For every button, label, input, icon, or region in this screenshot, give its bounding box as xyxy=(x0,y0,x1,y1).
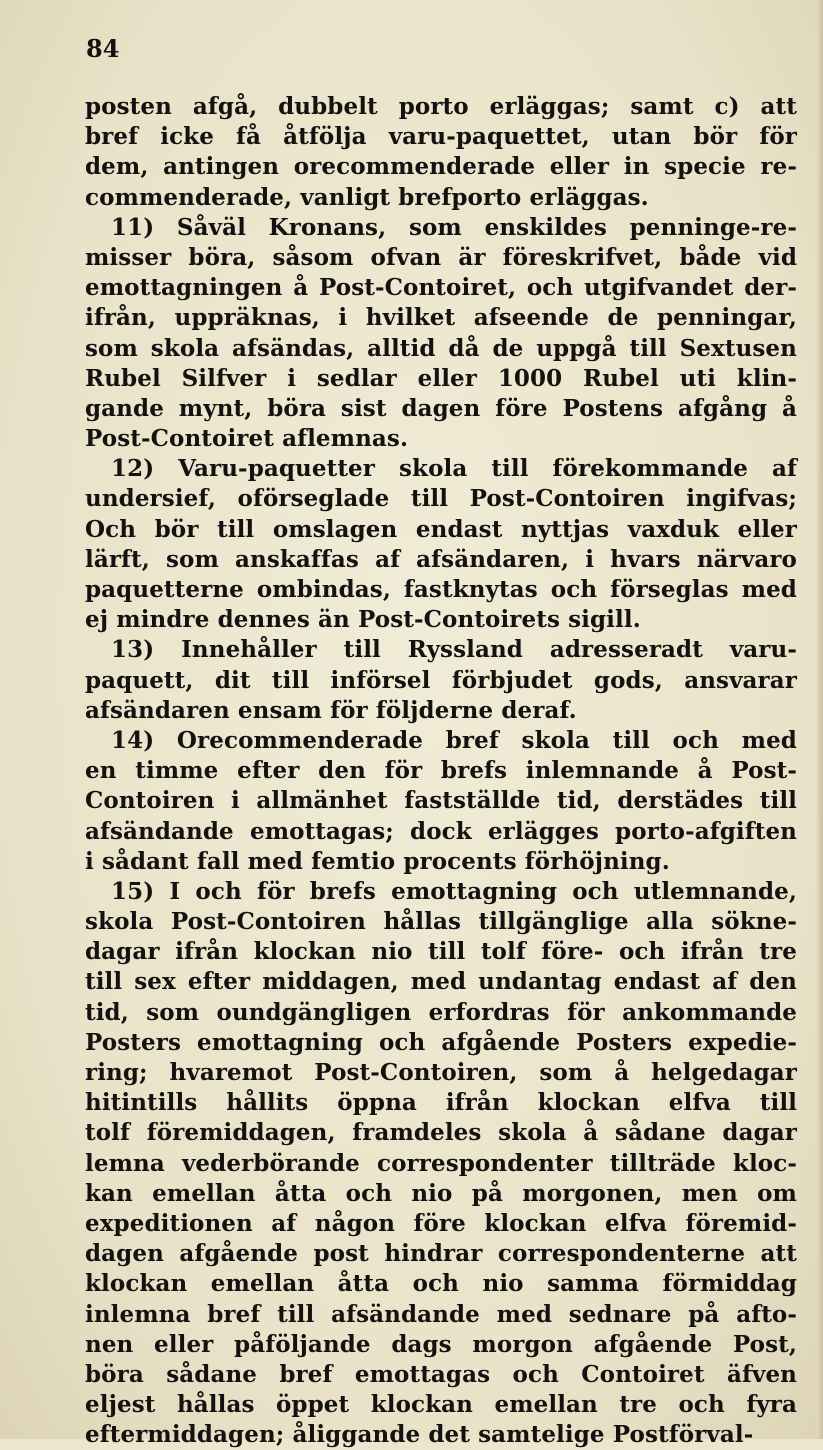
text-line: dagen afgående post hindrar correspondenterne att xyxy=(85,1240,797,1268)
text-line: Och bör till omslagen endast nyttjas vaxduk eller xyxy=(85,515,797,543)
text-line: eftermiddagen; åliggande det samtelige Postförval- xyxy=(85,1421,754,1449)
text-line: afsändande emottagas; dock erlägges porto-afgiften xyxy=(85,817,797,845)
text-line: paquetterne ombindas, fastknytas och förseglas med xyxy=(85,576,797,603)
text-line: till sex efter middagen, med undantag endast af den xyxy=(85,968,797,996)
text-line: 12) Varu-paquetter skola till förekommande af xyxy=(111,455,797,483)
text-line: undersief, oförseglade till Post-Contoiren ingifvas; xyxy=(85,485,797,513)
text-line: hitintills hållits öppna ifrån klockan elfva till xyxy=(85,1089,797,1117)
text-line: skola Post-Contoiren hållas tillgänglige alla sökne- xyxy=(85,908,797,936)
text-line: Posters emottagning och afgående Posters expedie- xyxy=(85,1028,797,1056)
text-line: tid, som oundgängligen erfordras för ankommande xyxy=(85,998,797,1026)
text-line: misser böra, såsom ofvan är föreskrifvet, både vid xyxy=(85,243,797,271)
text-line: paquett, dit till införsel förbjudet gods, ansvarar xyxy=(85,666,797,694)
text-line: afsändaren ensam för följderne deraf. xyxy=(85,696,577,724)
text-line: Contoiren i allmänhet fastställde tid, derstädes till xyxy=(85,787,797,815)
text-line: som skola afsändas, alltid då de uppgå till Sextusen xyxy=(85,334,797,362)
page-edge-shadow xyxy=(817,0,823,1439)
text-line: klockan emellan åtta och nio samma förmiddag xyxy=(85,1270,797,1298)
text-line: expeditionen af någon före klockan elfva föremid- xyxy=(85,1209,797,1237)
text-line: böra sådane bref emottagas och Contoiret äfven xyxy=(85,1360,797,1388)
text-line: tolf föremiddagen, framdeles skola å sådane dagar xyxy=(85,1119,797,1147)
text-line: 14) Orecommenderade bref skola till och med xyxy=(111,726,797,754)
text-line: posten afgå, dubbelt porto erläggas; samt c) att xyxy=(85,93,797,120)
text-line: nen eller påföljande dags morgon afgående Post, xyxy=(85,1330,797,1358)
text-line: gande mynt, böra sist dagen före Postens afgång å xyxy=(85,394,797,422)
text-line: lemna vederbörande correspondenter tillträde kloc- xyxy=(85,1149,797,1177)
text-line: en timme efter den för brefs inlemnande å Post- xyxy=(85,757,797,785)
text-line: 15) I och för brefs emottagning och utlemnande, xyxy=(111,877,797,905)
text-line: ej mindre dennes än Post-Contoirets sigill. xyxy=(85,606,641,634)
text-line: inlemna bref till afsändande med sednare på afto- xyxy=(85,1300,797,1328)
text-line: commenderade, vanligt brefporto erläggas. xyxy=(85,183,649,211)
text-line: bref icke få åtfölja varu-paquettet, utan bör för xyxy=(85,123,797,151)
text-line: ifrån, uppräknas, i hvilket afseende de penningar, xyxy=(85,304,797,332)
text-line: dem, antingen orecommenderade eller in specie re- xyxy=(85,153,797,181)
body-text xyxy=(85,92,797,1450)
text-line: i sådant fall med femtio procents förhöjning. xyxy=(85,847,670,875)
page-number: 84 xyxy=(86,34,120,63)
text-line: kan emellan åtta och nio på morgonen, men om xyxy=(85,1179,797,1207)
text-line: 11) Såväl Kronans, som enskildes penninge-re- xyxy=(111,213,797,241)
text-line: Rubel Silfver i sedlar eller 1000 Rubel uti klin- xyxy=(85,364,797,392)
text-line: ring; hvaremot Post-Contoiren, som å helgedagar xyxy=(85,1059,797,1086)
text-line: Post-Contoiret aflemnas. xyxy=(85,425,409,453)
text-line: emottagningen å Post-Contoiret, och utgifvandet der- xyxy=(85,274,797,302)
text-line: lärft, som anskaffas af afsändaren, i hvars närvaro xyxy=(85,545,797,573)
text-line: eljest hållas öppet klockan emellan tre och fyra xyxy=(85,1391,797,1419)
text-line: 13) Innehåller till Ryssland adresseradt varu- xyxy=(111,636,797,664)
text-line: dagar ifrån klockan nio till tolf före- och ifrån tre xyxy=(85,938,797,966)
